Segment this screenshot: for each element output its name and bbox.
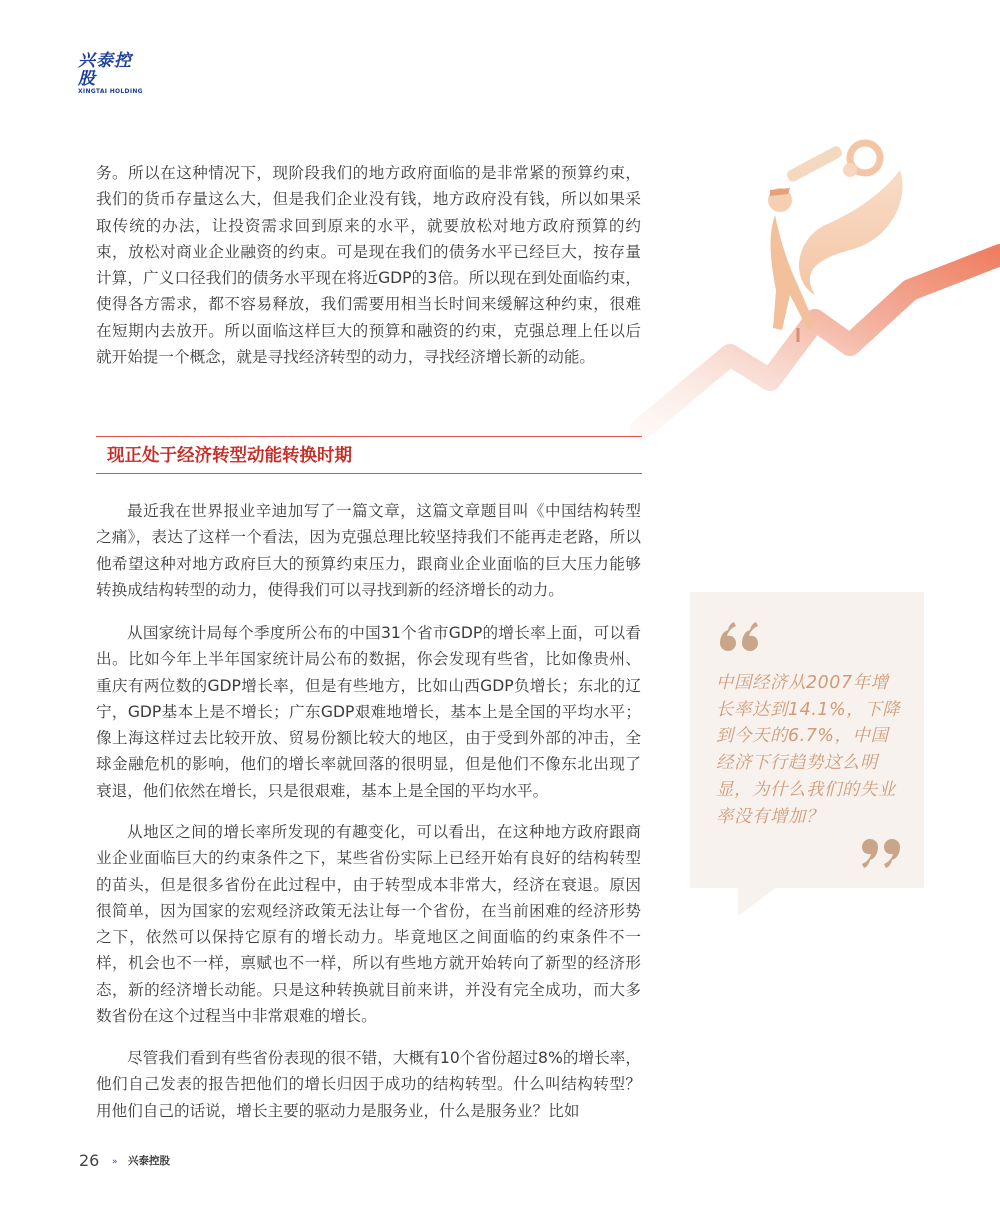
footer-brand: 兴泰控股 <box>128 1155 170 1167</box>
section-rule-top <box>96 436 642 437</box>
body-paragraph: 从地区之间的增长率所发现的有趣变化，可以看出，在这种地方政府跟商业企业面临巨大的约束条件之下，某些省份实际上已经开始有良好的结构转型的苗头，但是很多省份在此过程中，由于转型成本非常大，经济在衰退。原因很简单，因为国家的宏观经济政策无法让每一个省份，在当前困难的经济形势之下，依然可以保持它原有的增长动力。毕竟地区之间面临的约束条件不一样，机会也不一样，禀赋也不一样，所以有些地方就开始转向了新型的经济形态，新的经济增长动能。只是这种转换就目前来讲，并没有完全成功，而大多数省份在这个过程当中非常艰难的增长。 <box>96 823 641 1026</box>
pull-quote-tail <box>738 886 778 916</box>
logo-chinese: 兴泰控股 <box>78 51 132 89</box>
brand-logo <box>78 52 148 96</box>
pull-quote-text: 中国经济从2007年增长率达到14.1%，下降到今天的6.7%，中国经济下行趋势这么明显，为什么我们的失业率没有增加？ <box>716 673 901 827</box>
growth-line <box>640 255 1000 430</box>
body-paragraph: 从国家统计局每个季度所公布的中国31个省市GDP的增长率上面，可以看出。比如今年上半年国家统计局公布的数据，你会发现有些省，比如像贵州、重庆有两位数的GDP增长率，但是有些地方，比如山西GDP负增长；东北的辽宁，GDP基本上是不增长；广东GDP艰难地增长，基本上是全国的平均水平；像上海这样过去比较开放、贸易份额比较大的地区，由于受到外部的冲击，全球金融危机的影响，他们的增长率就回落的很明显，但是他们不像东北出现了衰退，他们依然在增长，只是很艰难，基本上是全国的平均水平。 <box>96 624 641 800</box>
figure-swirl <box>799 170 903 295</box>
section-title: 现正处于经济转型动能转换时期 <box>107 446 352 466</box>
intro-paragraph: 务。所以在这种情况下，现阶段我们的地方政府面临的是非常紧的预算约束，我们的货币存量这么大，但是我们企业没有钱，地方政府没有钱，所以如果采取传统的办法，让投资需求回到原来的水平，就要放松对地方政府预算的约束，放松对商业企业融资的约束。可是现在我们的债务水平已经巨大，按存量计算，广义口径我们的债务水平现在将近GDP的3倍。所以现在到处面临约束，使得各方需求，都不容易释放，我们需要用相当长时间来缓解这种约束，很难在短期内去放开。所以面临这样巨大的预算和融资的约束，克强总理上任以后就开始提一个概念，就是寻找经济转型的动力，寻找经济增长新的动能。 <box>96 164 641 367</box>
body-paragraph: 尽管我们看到有些省份表现的很不错，大概有10个省份超过8%的增长率，他们自己发表的报告把他们的增长归因于成功的结构转型。什么叫结构转型？用他们自己的话说，增长主要的驱动力是服务业，什么是服务业？比如 <box>96 1049 641 1120</box>
close-quote-icon <box>856 838 902 872</box>
open-quote-icon <box>718 618 764 652</box>
body-paragraph: 最近我在世界报业辛迪加写了一篇文章，这篇文章题目叫《中国结构转型之痛》，表达了这样一个看法，因为克强总理比较坚持我们不能再走老路，所以他希望这种对地方政府巨大的预算约束压力，跟商业企业面临的巨大压力能够转换成结构转型的动力，使得我们可以寻找到新的经济增长的动力。 <box>96 502 641 599</box>
page-number: 26 <box>79 1151 100 1170</box>
telescope <box>785 145 844 184</box>
double-chevron-icon: » <box>112 1157 116 1167</box>
growth-telescope-illustration <box>610 130 1000 450</box>
logo-english: XINGTAI HOLDING <box>78 88 143 95</box>
section-rule-bottom <box>96 473 642 474</box>
